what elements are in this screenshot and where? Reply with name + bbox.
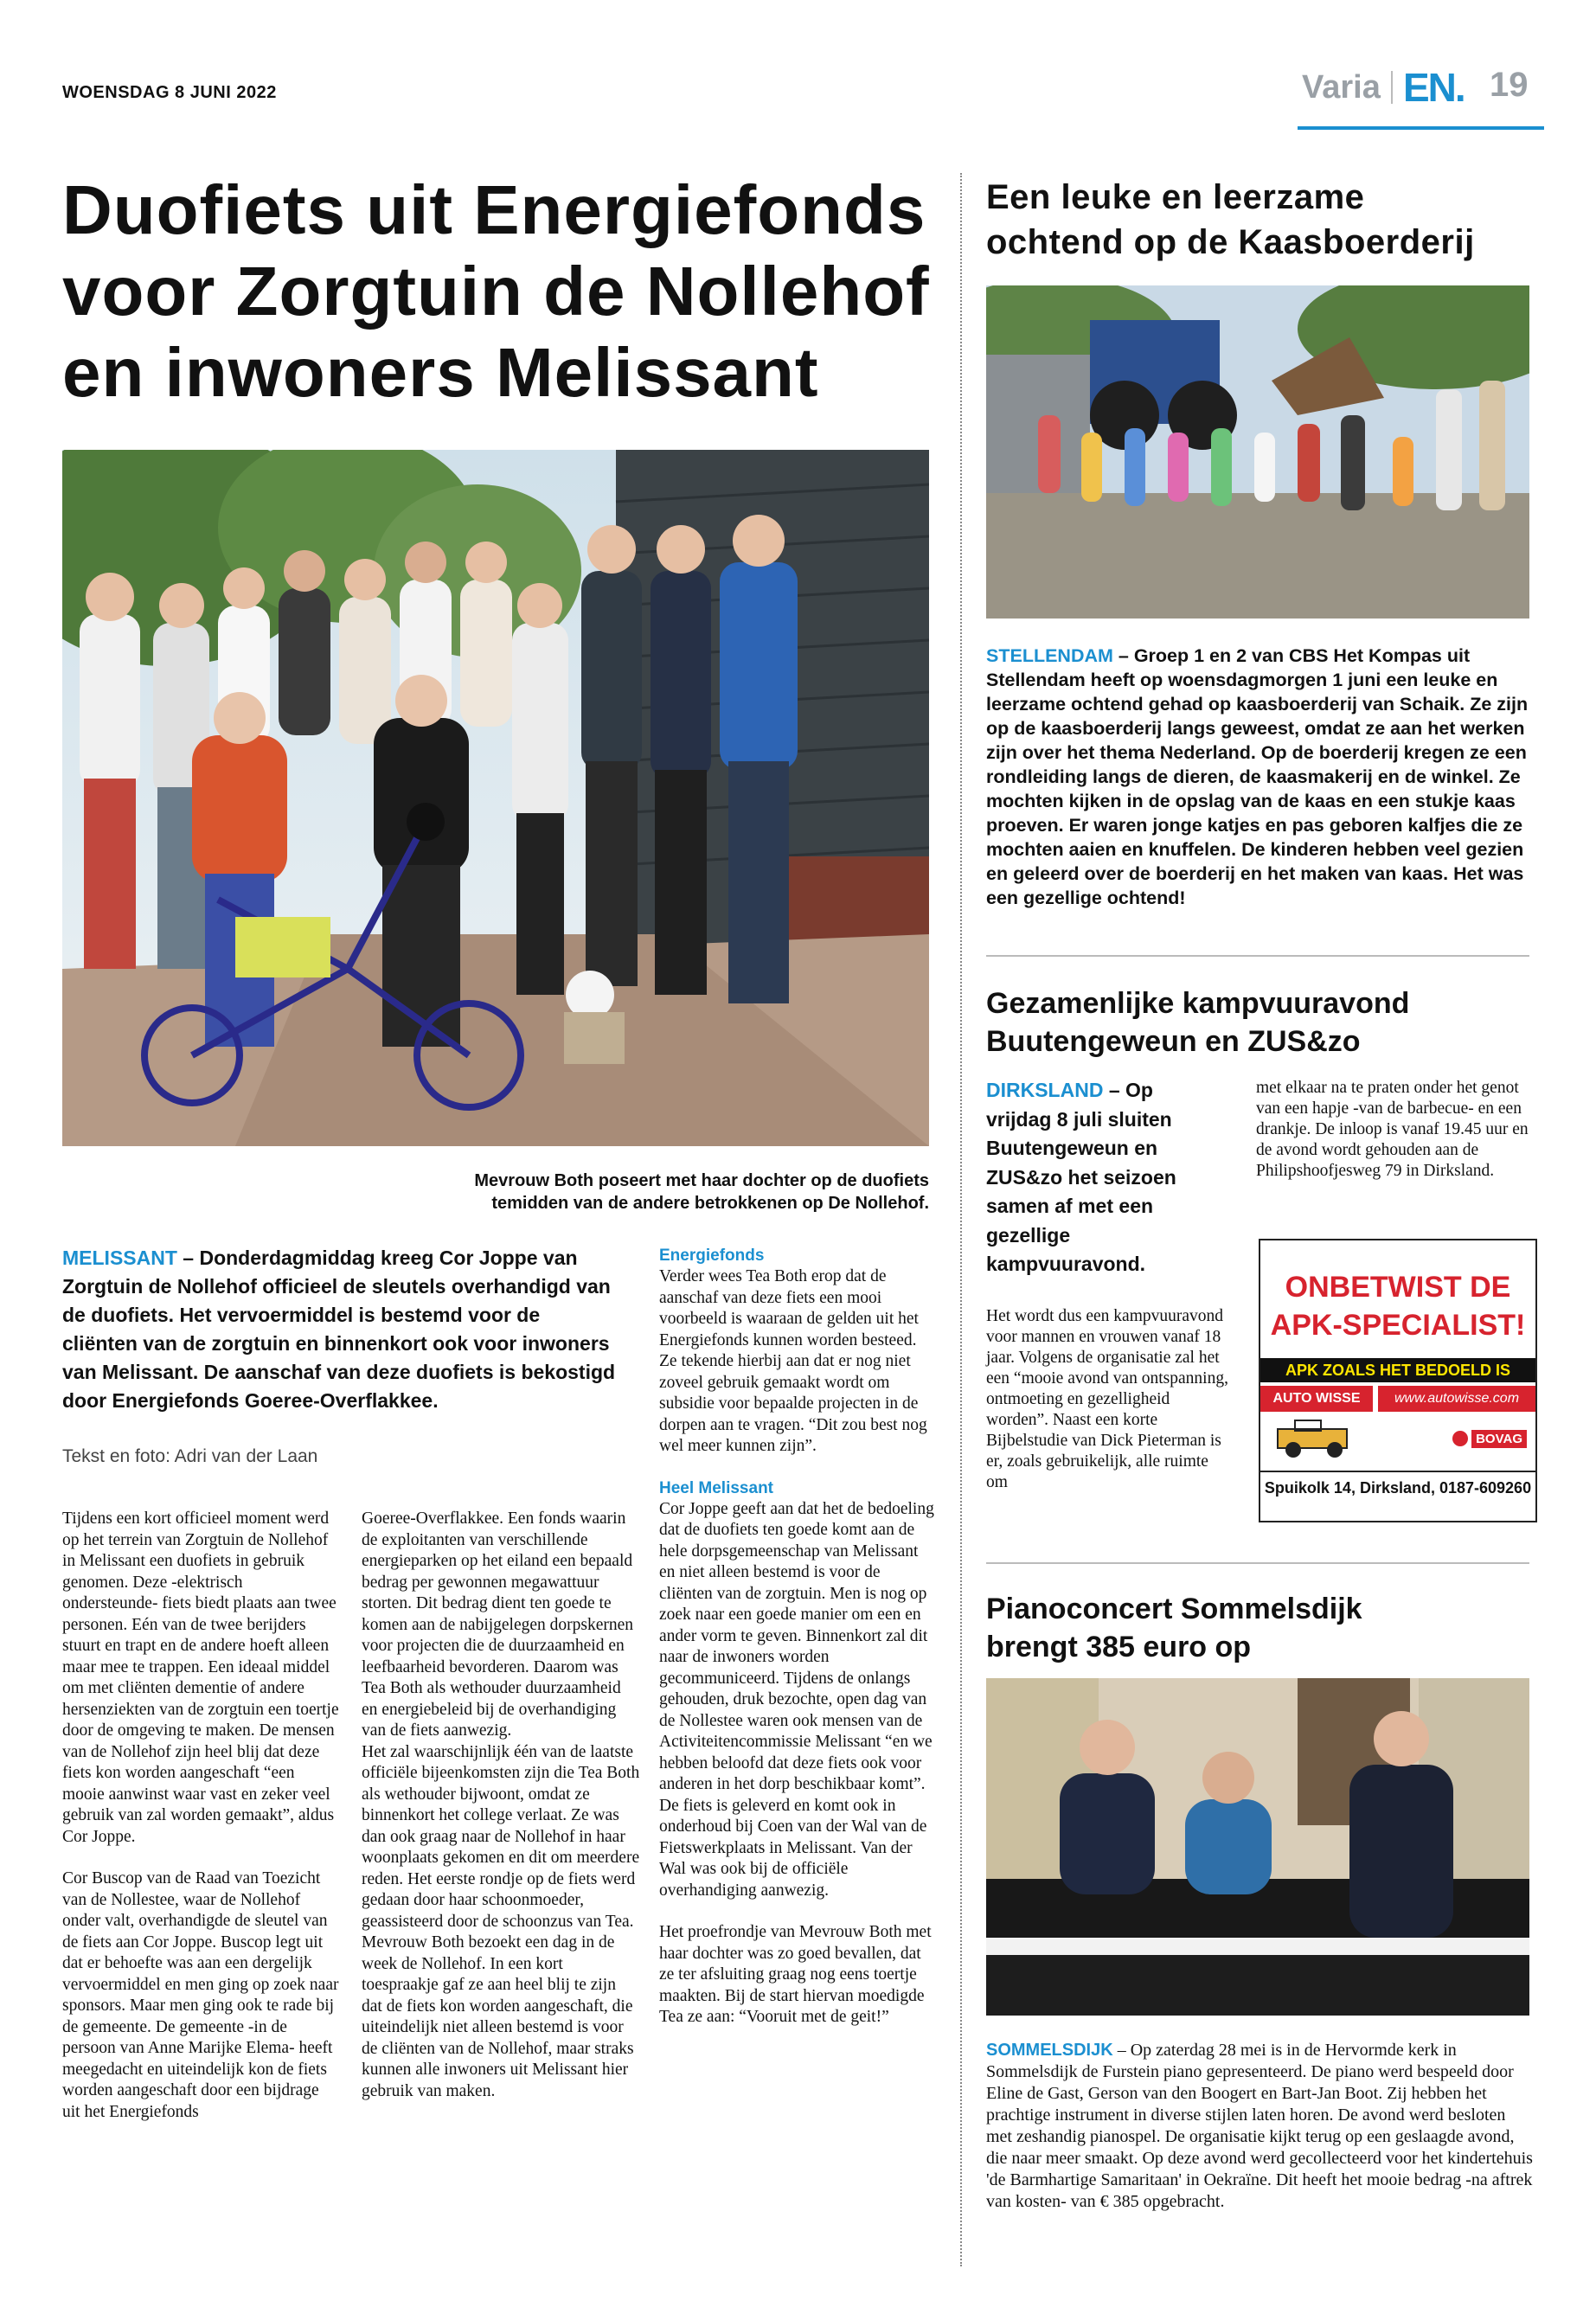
paragraph: Goeree-Overflakkee. Een fonds waarin de exploitanten van verschillende energieparken op het eiland een bepaald bedrag per gewonnen megawattuur storten. Dit bedrag dient ten goede te komen aan de nabijgelegen dorpskernen voor projecten die de duurzaamheid en leefbaarheid bevorderen. Daarom was Tea Both als wethouder duurzaamheid en energiebeleid bij de overhandiging van de fiets aanwezig. <box>362 1509 634 1740</box>
kaasboerderij-photo <box>986 285 1529 619</box>
kaas-body: STELLENDAM – Groep 1 en 2 van CBS Het Kompas uit Stellendam heeft op woensdagmorgen 1 juni een leuke en leerzame ochtend gehad op kaasboerderij van Schaik. Ze zijn op de kaasboerderij langs geweest, omdat ze aan het werken zijn over het thema Nederland. Op de boerderij kregen ze een rondleiding langs de dieren, de kaasmakerij en de winkel. Ze mochten kijken in de opslag van de kaas en een stukje kaas proeven. Er waren jonge katjes en pas geboren kalfjes die ze mochten aaien en knuffelen. De kinderen hebben veel gezien en geleerd over de boerderij en het maken van kaas. Het was een gezellige ochtend! <box>986 645 1529 908</box>
ad-headline: ONBETWIST DE APK-SPECIALIST! <box>1270 1271 1526 1342</box>
divider <box>986 955 1529 957</box>
main-column-3 <box>659 1246 934 2049</box>
section-label: Varia <box>1302 69 1381 106</box>
kamp-headline: Gezamenlijke kampvuuravond Buutengeweun en ZUS&zo <box>986 987 1410 1058</box>
piano-headline: Pianoconcert Sommelsdijk brengt 385 euro op <box>986 1593 1362 1663</box>
kaas-headline: Een leuke en leerzame ochtend op de Kaasboerderij <box>986 178 1475 261</box>
main-photo-caption: Mevrouw Both poseert met haar dochter op de duofiets temidden van de andere betrokkenen op De Nollehof. <box>474 1171 929 1213</box>
kaas-location: STELLENDAM <box>986 645 1113 666</box>
bovag-badge: BOVAG <box>1452 1430 1527 1448</box>
kamp-body-right: met elkaar na te praten onder het genot van een hapje -van de barbecue- en een drankje. De inloop is vanaf 19.45 uur en de avond wordt gehouden aan de Philipshoofjesweg 79 in Dirksland. <box>1256 1079 1529 1180</box>
newspaper-logo: EN. <box>1403 65 1465 110</box>
paragraph: Cor Joppe geeft aan dat het de bedoeling dat de duofiets ten goede komt aan de hele dorpsgemeenschap van Melissant en niet alleen bestemd is voor de cliënten van de zorgtuin. Men is nog op zoek naar een goede manier om een en ander vorm te geven. Binnenkort zal dit naar de inwoners worden gecommuniceerd. Tijdens de onlangs gehouden, druk bezochte, open dag van de Nollestee waren ook mensen van de Activiteitencommissie Melissant “en we hebben beloofd dat deze fiets ook voor anderen in het dorp beschikbaar komt”. De fiets is geleverd en komt ook in onderhoud bij Coen van der Wal van de Fietswerkplaats in Melissant. Van der Wal was ook bij de officiële overhandiging aanwezig. <box>659 1499 934 1900</box>
photo-credit: Tekst en foto: Adri van der Laan <box>62 1446 318 1466</box>
bovag-icon <box>1452 1431 1468 1446</box>
ad-address: Spuikolk 14, Dirksland, 0187-609260 <box>1264 1479 1532 1497</box>
ad-tagline: APK ZOALS HET BEDOELD IS <box>1260 1358 1535 1382</box>
subhead-energiefonds: Energiefonds <box>659 1247 765 1265</box>
paragraph: Het proefrondje van Mevrouw Both met haar dochter was zo goed bevallen, dat ze ter afsluiting graag nog eens toertje maakten. Bij de start hiervan moedigde Tea ze aan: “Vooruit met de geit!” <box>659 1923 932 2026</box>
piano-concert-photo <box>986 1678 1529 2016</box>
header-rule <box>1298 126 1544 130</box>
divider <box>986 1562 1529 1564</box>
piano-body: SOMMELSDIJK – Op zaterdag 28 mei is in de Hervormde kerk in Sommelsdijk de Furstein piano gepresenteerd. De piano werd bespeeld door Eline de Gast, Gerson van den Boogert en Bart-Jan Boot. Zij hebben het prachtige instrument in diverse stijlen laten horen. De avond werd besloten met zeshandig pianospel. De organisatie kijkt terug op een geslaagde avond, die naar meer smaakt. Op deze avond werd gecollecteerd voor het kindertehuis 'de Barmhartige Samaritaan' in Oekraïne. Dit heeft het mooie bedrag -na aftrek van kosten- van € 385 opgebracht. <box>986 2041 1533 2211</box>
page-number: 19 <box>1490 66 1529 104</box>
subhead-heel-melissant: Heel Melissant <box>659 1478 773 1497</box>
jeep-icon <box>1269 1417 1364 1460</box>
main-column-1 <box>62 1509 339 2144</box>
kamp-location: DIRKSLAND <box>986 1079 1104 1101</box>
ad-company: AUTO WISSE <box>1260 1386 1373 1412</box>
column-divider <box>960 173 962 2266</box>
paragraph: Tijdens een kort officieel moment werd op het terrein van Zorgtuin de Nollehof in Melissant een duofiets in gebruik genomen. Deze -elektrisch ondersteunde- fiets biedt plaats aan twee personen. Eén van de twee berijders stuurt en trapt en de andere hoeft alleen maar mee te trappen. Een ideaal middel om met cliënten dementie of andere hersenziekten van de zorgtuin een toertje door de omgeving te maken. De mensen van de Nollehof zijn heel blij dat deze fiets kon worden aangeschaft “een mooie aanwinst waar vast en zeker veel gebruik van zal worden gemaakt”, aldus Cor Joppe. <box>62 1509 339 1846</box>
piano-location: SOMMELSDIJK <box>986 2041 1113 2060</box>
header-separator <box>1391 71 1393 104</box>
duofiets-group-photo <box>62 450 929 1146</box>
paragraph: Verder wees Tea Both erop dat de aanschaf van deze fiets een mooi voorbeeld is waaraan de gelden uit het Energiefonds kunnen worden besteed. Ze tekende hierbij aan dat er nog niet zoveel gebruik gemaakt wordt om subsidie voor bepaalde projecten in de dorpen aan te vragen. “Dit zou best nog wel meer kunnen zijn”. <box>659 1267 927 1455</box>
kamp-lead: DIRKSLAND – Op vrijdag 8 juli sluiten Buutengeweun en ZUS&zo het seizoen samen af met een gezellige kampvuuravond. <box>986 1079 1176 1275</box>
kamp-body-left: Het wordt dus een kampvuuravond voor mannen en vrouwen vanaf 18 jaar. Volgens de organisatie zal het een “mooie avond van ontspanning, ontmoeting en gezelligheid worden”. Naast een korte Bijbelstudie van Dick Pieterman is er, zoals gebruikelijk, alle ruimte om <box>986 1307 1228 1491</box>
issue-date: WOENSDAG 8 JUNI 2022 <box>62 83 277 102</box>
lead-location: MELISSANT <box>62 1247 177 1269</box>
main-lead: MELISSANT – Donderdagmiddag kreeg Cor Joppe van Zorgtuin de Nollehof officieel de sleutels overhandigd van de duofiets. Het vervoermiddel is bestemd voor de cliënten van de zorgtuin en binnenkort ook voor inwoners van Melissant. De aanschaf van deze duofiets is bekostigd door Energiefonds Goeree-Overflakkee. <box>62 1247 616 1412</box>
paragraph: Het zal waarschijnlijk één van de laatste officiële bijeenkomsten zijn die Tea Both als wethouder bijwoont, omdat ze binnenkort het college verlaat. Ze was dan ook graag naar de Nollehof in haar woonplaats gekomen en dit om meerdere reden. Het eerste rondje op de fiets werd gedaan door haar schoonmoeder, geassisteerd door de schoonzus van Tea. Mevrouw Both bezoekt een dag in de week de Nollehof. In een kort toespraakje gaf ze aan heel blij te zijn dat de fiets kon worden aangeschaft, die uiteindelijk niet alleen bestemd is voor de cliënten van de Nollehof, maar straks kunnen alle inwoners uit Melissant hier gebruik van maken. <box>362 1742 640 2100</box>
apk-advertisement <box>1259 1239 1537 1522</box>
ad-website: www.autowisse.com <box>1378 1386 1535 1412</box>
main-column-2 <box>362 1509 640 2123</box>
paragraph: Cor Buscop van de Raad van Toezicht van de Nollestee, waar de Nollehof onder valt, overhandigde de sleutel van de fiets aan Cor Joppe. Buscop legt uit dat er behoefte was aan een dergelijk vervoermiddel en men ging op zoek naar sponsors. Maar men ging ook te rade bij de gemeente. De gemeente -in de persoon van Anne Marijke Elema- heeft meegedacht en uiteindelijk kon de fiets worden aangeschaft door een bijdrage uit het Energiefonds <box>62 1869 339 2121</box>
main-headline: Duofiets uit Energiefonds voor Zorgtuin de Nollehof en inwoners Melissant <box>62 171 930 411</box>
